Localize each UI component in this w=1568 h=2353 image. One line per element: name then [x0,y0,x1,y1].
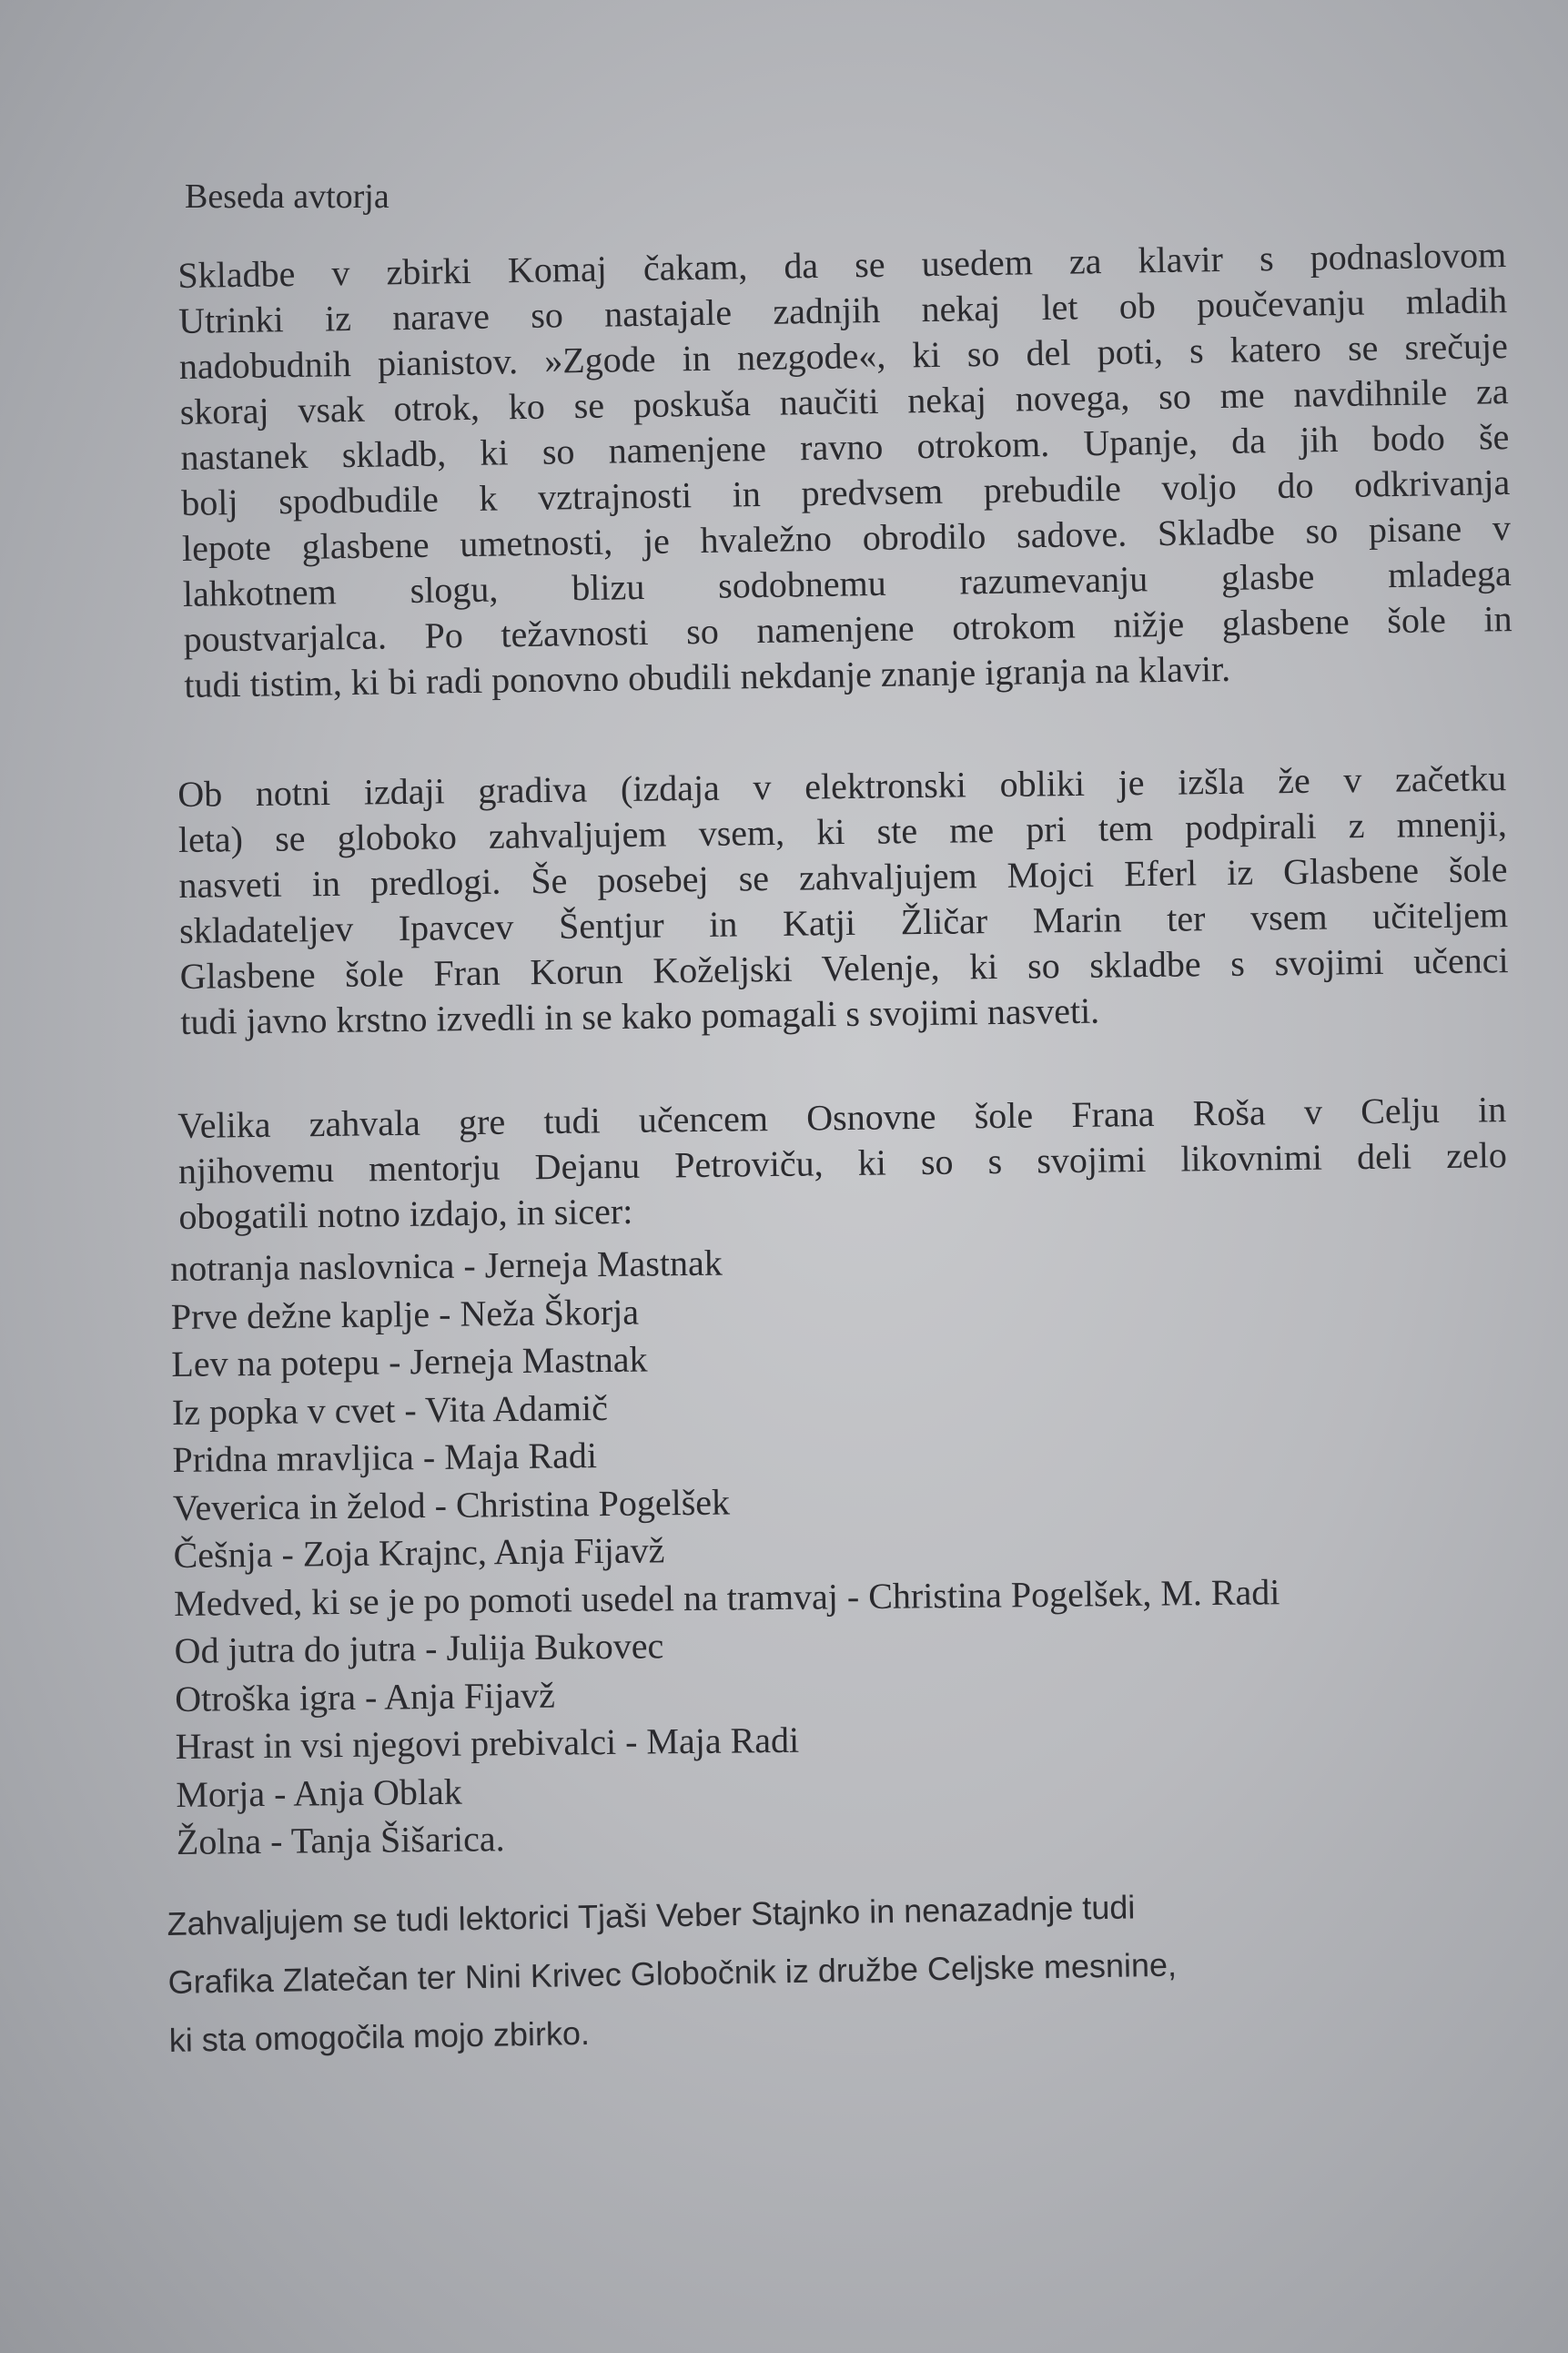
text-line: Skladbe v zbirki Komaj čakam, da se usedem za klavir s podnaslovom [177,234,1507,296]
text-line: lahkotnem slogu, blizu sodobnemu razumevanju glasbe mladega [182,553,1512,614]
page-heading: Beseda avtorja [185,177,389,216]
text-line: Ob notni izdaji gradiva (izdaja v elektronski obliki je izšla že v začetku [177,757,1507,815]
credit-item: Pridna mravljica - Maja Radi [172,1435,598,1480]
credit-item: Od jutra do jutra - Julija Bukovec [174,1625,664,1671]
text-line: tudi javno krstno izvedli in se kako pomagali s svojimi nasveti. [180,989,1100,1042]
credit-item: Medved, ki se je po pomoti usedel na tramvaj - Christina Pogelšek, M. Radi [173,1570,1280,1624]
text-line: Grafika Zlatečan ter Nini Krivec Globočnik iz družbe Celjske mesnine, [167,1945,1178,2001]
credit-item: Otroška igra - Anja Fijavž [174,1674,556,1719]
text-line: nastanek skladb, ki so namenjene ravno otrokom. Upanje, da jih bodo še [180,416,1510,478]
credit-item: Češnja - Zoja Krajnc, Anja Fijavž [173,1529,665,1576]
paragraph-illustrators [177,1087,1508,1240]
credit-item: Prve dežne kaplje - Neža Škorja [170,1291,640,1337]
closing-paragraph [167,1878,1179,2070]
paragraph-intro [177,232,1513,708]
text-line: njihovemu mentorju Dejanu Petroviču, ki so s svojimi likovnimi deli zelo [177,1134,1508,1192]
credit-item: notranja naslovnica - Jerneja Mastnak [170,1242,723,1289]
text-line: bolj spodbudile k vztrajnosti in predvsem prebudile voljo do odkrivanja [180,461,1511,523]
credit-item: Lev na potepu - Jerneja Mastnak [171,1338,648,1384]
credit-item: Iz popka v cvet - Vita Adamič [171,1386,609,1433]
text-line: Velika zahvala gre tudi učencem Osnovne šole Frana Roša v Celju in [177,1089,1507,1146]
text-line: obogatili notno izdajo, in sicer: [178,1190,633,1237]
text-line: Utrinki iz narave so nastajale zadnjih nekaj let ob poučevanju mladih [177,279,1508,341]
credit-item: Žolna - Tanja Šišarica. [176,1818,505,1862]
credit-item: Morja - Anja Oblak [176,1770,462,1815]
illustration-credits-list [170,1233,1282,1866]
credit-item: Veverica in želod - Christina Pogelšek [172,1481,731,1528]
paragraph-thanks [177,756,1510,1045]
text-line: nadobudnih pianistov. »Zgode in nezgode«, ki so del poti, s katero se srečuje [178,325,1509,387]
credit-item: Hrast in vsi njegovi prebivalci - Maja Radi [175,1719,800,1767]
text-line: skladateljev Ipavcev Šentjur in Katji Žličar Marin ter vsem učiteljem [178,894,1509,951]
text-line: ki sta omogočila mojo zbirko. [168,2013,591,2059]
text-line: leta) se globoko zahvaljujem vsem, ki ste me pri tem podpirali z mnenji, [177,803,1508,860]
text-line: skoraj vsak otrok, ko se poskuša naučiti nekaj novega, so me navdihnile za [179,370,1509,432]
text-line: nasveti in predlogi. Še posebej se zahvaljujem Mojci Eferl iz Glasbene šole [178,848,1508,906]
text-line: Glasbene šole Fran Korun Koželjski Velenje, ki so skladbe s svojimi učenci [179,939,1509,997]
text-line: Zahvaljujem se tudi lektorici Tjaši Veber Stajnko in nenazadnje tudi [167,1888,1136,1942]
text-line: lepote glasbene umetnosti, je hvaležno obrodilo sadove. Skladbe so pisane v [181,507,1512,569]
text-line: tudi tistim, ki bi radi ponovno obudili nekdanje znanje igranja na klavir. [184,647,1231,705]
text-line: poustvarjalca. Po težavnosti so namenjene otrokom nižje glasbene šole in [183,598,1512,660]
